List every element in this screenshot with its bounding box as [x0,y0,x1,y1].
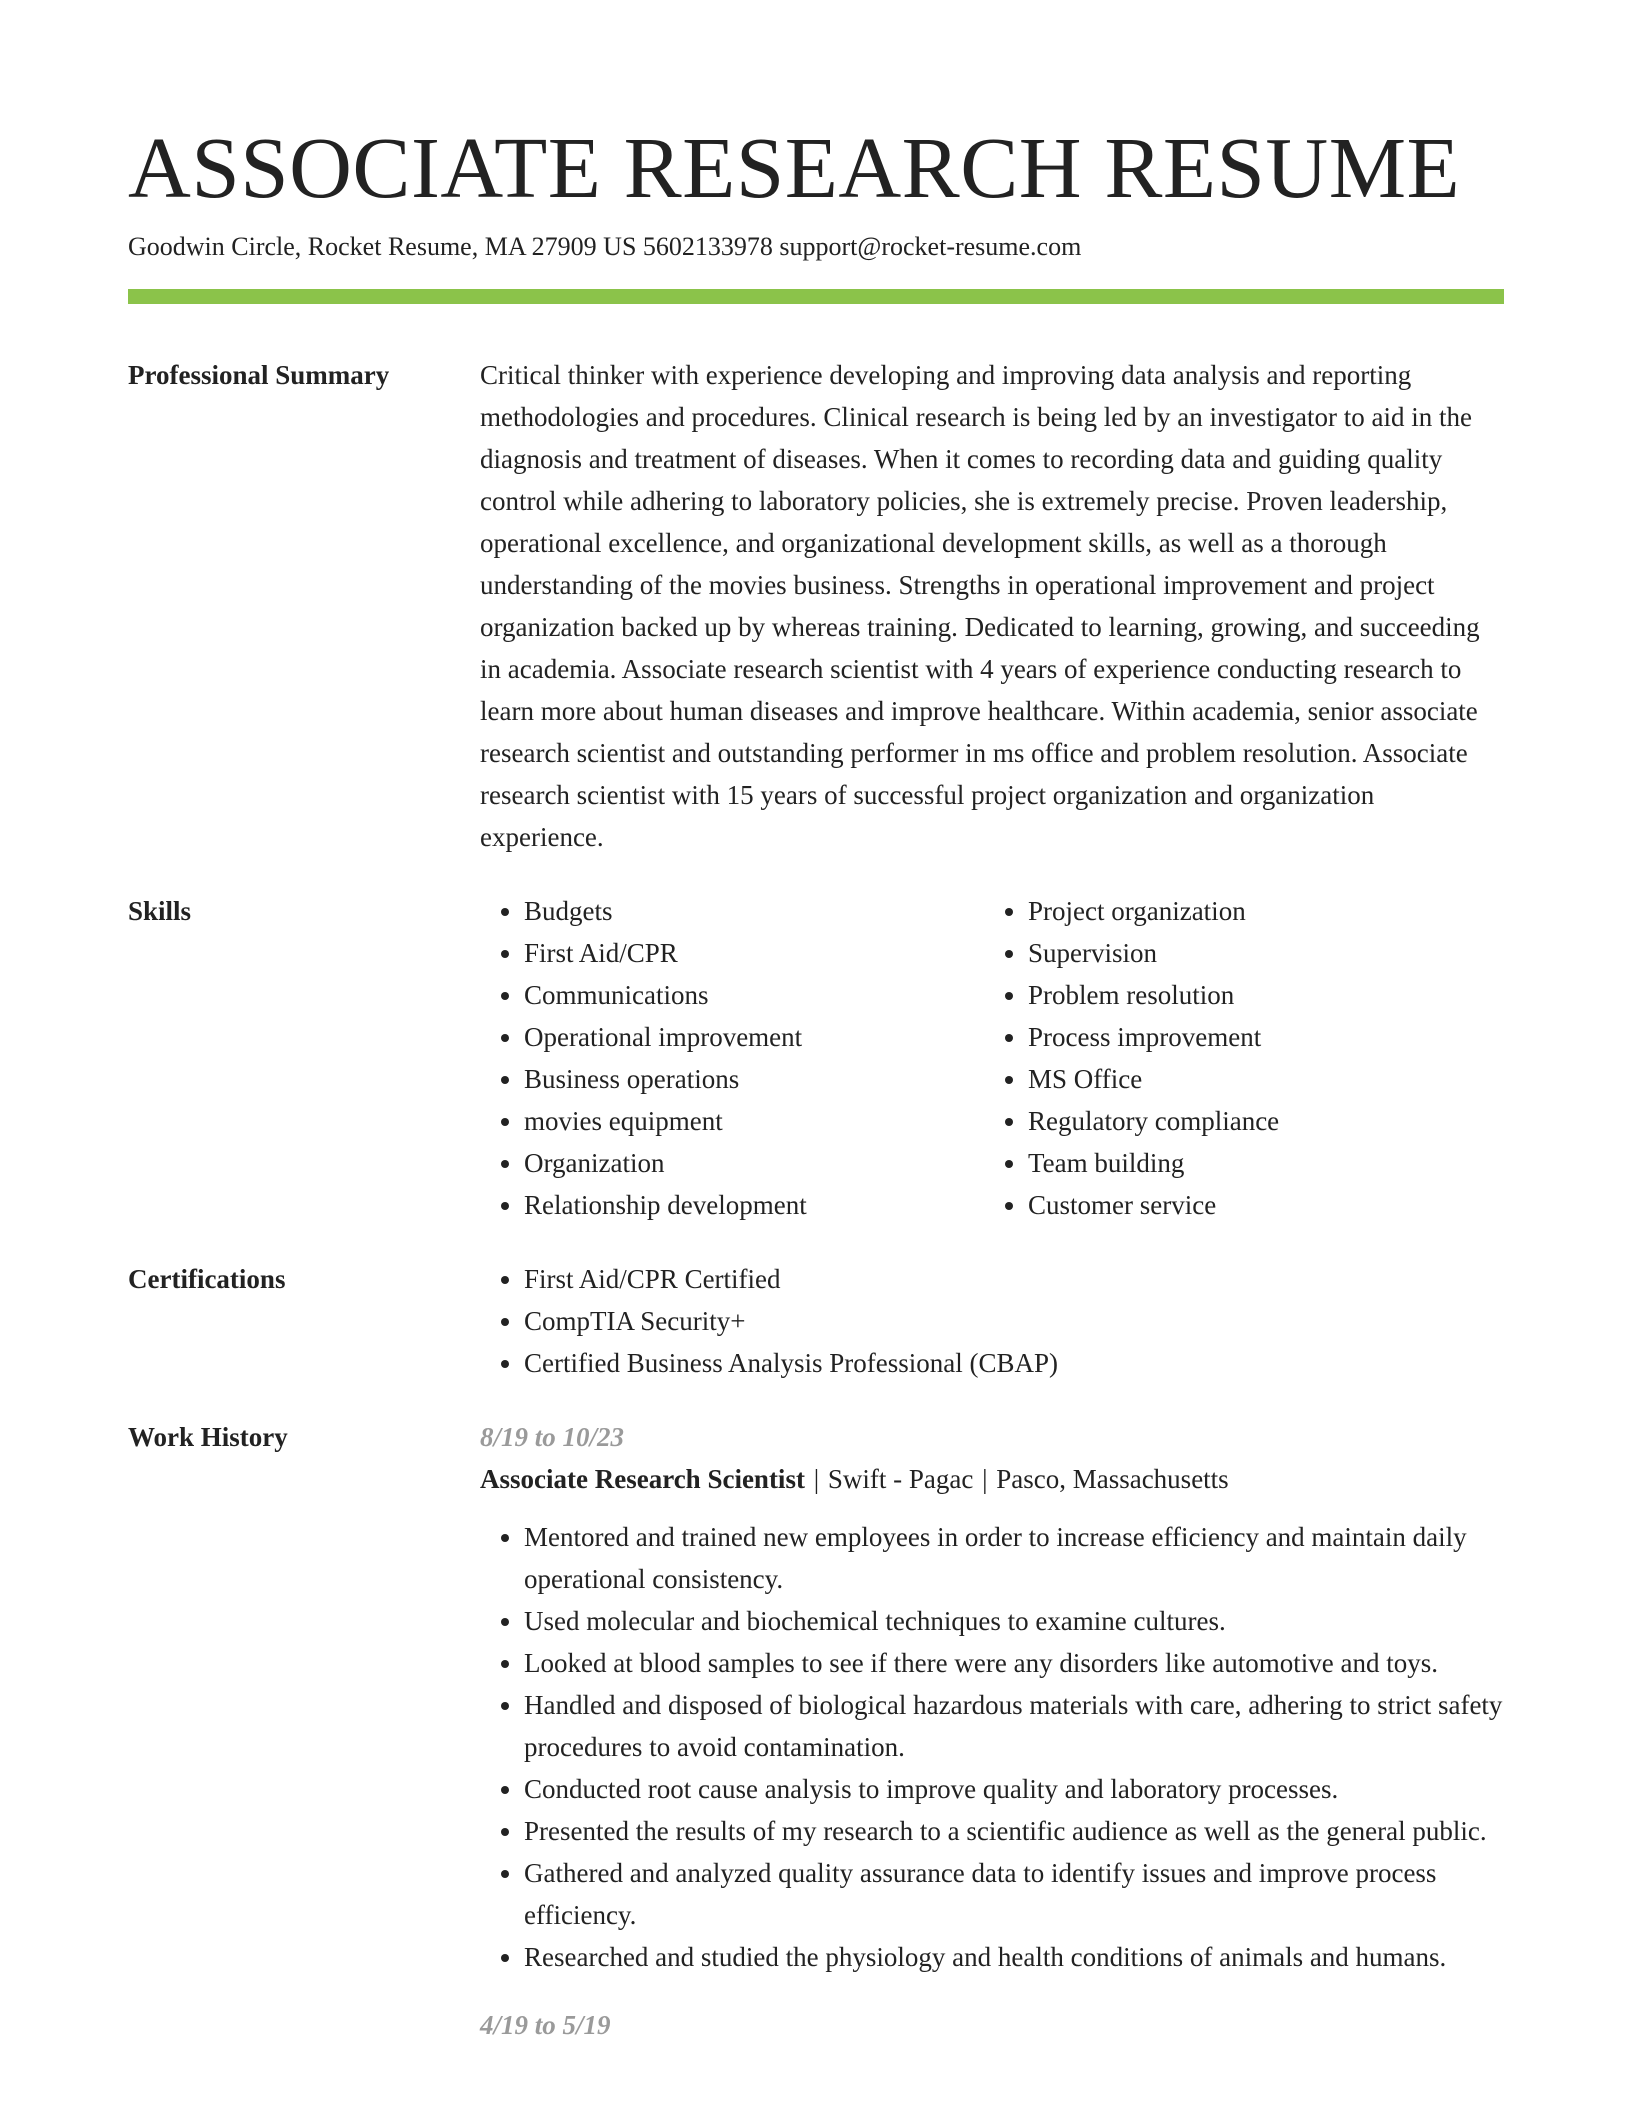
certifications-list [480,1258,1504,1384]
job-bullet: • Gathered and analyzed quality assurance data to identify issues and improve process efficiency. [524,1852,1504,1936]
certifications-heading: Certifications [128,1264,286,1294]
skills-list-right [984,890,1488,1226]
skill-item: • Budgets [524,890,984,932]
job-bullet: • Handled and disposed of biological hazardous materials with care, adhering to strict safety procedures to avoid contamination. [524,1684,1504,1768]
skills-section [128,890,1504,1226]
summary-section [128,354,1504,858]
skills-list-left [480,890,984,1226]
summary-text: Critical thinker with experience developing and improving data analysis and reporting methodologies and procedures. Clinical research is being led by an investigator to aid in the diagnosis and treatment of diseases. When it comes to recording data and guiding quality control while adhering to laboratory policies, she is extremely precise. Proven leadership, operational excellence, and organizational development skills, as well as a thorough understanding of the movies business. Strengths in operational improvement and project organization backed up by whereas training. Dedicated to learning, growing, and succeeding in academia. Associate research scientist with 4 years of experience conducting research to learn more about human diseases and improve healthcare. Within academia, senior associate research scientist and outstanding performer in ms office and problem resolution. Associate research scientist with 15 years of successful project organization and organization experience. [480,360,1480,852]
work-history-heading: Work History [128,1422,288,1452]
job-dates: 8/19 to 10/23 [480,1422,625,1452]
job-title: Associate Research Scientist [480,1464,805,1494]
job-entry [480,2004,1504,2046]
skills-column-right [984,890,1488,1226]
skill-item: • Relationship development [524,1184,984,1226]
skill-item: • Project organization [1028,890,1488,932]
skill-item: • Team building [1028,1142,1488,1184]
resume-page [128,0,1504,2046]
job-location: Pasco, Massachusetts [996,1464,1229,1494]
job-entry [480,1416,1504,1978]
job-header [480,1458,1504,1500]
skill-item: • movies equipment [524,1100,984,1142]
job-bullet: • Conducted root cause analysis to improve quality and laboratory processes. [524,1768,1504,1810]
skills-body [480,890,1504,1226]
skill-item: • Organization [524,1142,984,1184]
skill-item: • Process improvement [1028,1016,1488,1058]
job-bullet: • Researched and studied the physiology and health conditions of animals and humans. [524,1936,1504,1978]
certification-item: • CompTIA Security+ [524,1300,1504,1342]
header-divider [128,289,1504,304]
work-history-body [480,1416,1504,2046]
skills-heading: Skills [128,896,192,926]
certifications-section [128,1258,1504,1384]
certification-item: • Certified Business Analysis Professional (CBAP) [524,1342,1504,1384]
summary-body [480,354,1504,858]
skill-item: • Supervision [1028,932,1488,974]
job-dates: 4/19 to 5/19 [480,2010,611,2040]
job-bullet: • Mentored and trained new employees in order to increase efficiency and maintain daily operational consistency. [524,1516,1504,1600]
job-bullet: • Presented the results of my research to a scientific audience as well as the general public. [524,1810,1504,1852]
skill-item: • Customer service [1028,1184,1488,1226]
skill-item: • First Aid/CPR [524,932,984,974]
certification-item: • First Aid/CPR Certified [524,1258,1504,1300]
skill-item: • Communications [524,974,984,1016]
summary-heading: Professional Summary [128,360,390,390]
skill-item: • Problem resolution [1028,974,1488,1016]
job-separator: | [813,1464,820,1494]
resume-title: ASSOCIATE RESEARCH RESUME [128,119,1461,216]
job-bullets [480,1516,1504,1978]
work-history-section [128,1416,1504,2046]
skill-item: • Business operations [524,1058,984,1100]
job-bullet: • Used molecular and biochemical techniques to examine cultures. [524,1600,1504,1642]
skills-column-left [480,890,984,1226]
skill-item: • MS Office [1028,1058,1488,1100]
skill-item: • Regulatory compliance [1028,1100,1488,1142]
job-bullet: • Looked at blood samples to see if there were any disorders like automotive and toys. [524,1642,1504,1684]
certifications-body [480,1258,1504,1384]
skill-item: • Operational improvement [524,1016,984,1058]
job-separator: | [982,1464,988,1494]
job-company: Swift - Pagac [827,1464,974,1494]
contact-info: Goodwin Circle, Rocket Resume, MA 27909 US 5602133978 support@rocket-resume.com [128,232,1082,261]
